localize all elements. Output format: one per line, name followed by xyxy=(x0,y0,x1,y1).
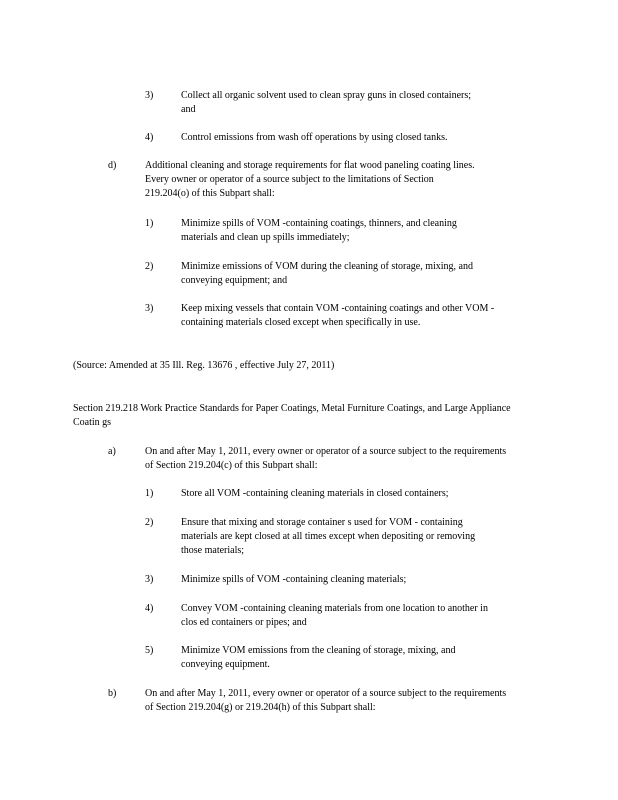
paragraph-text: Control emissions from wash off operations by using closed tanks. xyxy=(181,132,448,143)
subsection-letter: a) xyxy=(108,446,116,457)
item-number: 2) xyxy=(145,261,154,272)
item-number: 4) xyxy=(145,132,154,143)
source-note: (Source: Amended at 35 Ill. Reg. 13676 , effective July 27, 2011) xyxy=(73,360,335,371)
subsection-text: Additional cleaning and storage requirements for flat wood paneling coating lines. Every owner or operator of a source subject to the limitations of Section 219.204(o) of this Subpart shall: xyxy=(145,160,475,199)
paragraph-text: Collect all organic solvent used to clean spray guns in closed containers; and xyxy=(181,90,472,115)
paragraph-text: Keep mixing vessels that contain VOM -containing coatings and other VOM -containing materials closed except when specifically in use. xyxy=(181,303,495,328)
item-number: 2) xyxy=(145,517,154,528)
subsection-letter: d) xyxy=(108,160,117,171)
item-number: 3) xyxy=(145,90,154,101)
paragraph-text: Minimize emissions of VOM during the cleaning of storage, mixing, and conveying equipment; and xyxy=(181,261,473,286)
item-number: 1) xyxy=(145,218,154,229)
paragraph-text: Minimize VOM emissions from the cleaning of storage, mixing, and conveying equipment. xyxy=(181,645,456,670)
subsection-letter: b) xyxy=(108,688,117,699)
paragraph-text: Store all VOM -containing cleaning materials in closed containers; xyxy=(181,488,449,499)
item-number: 3) xyxy=(145,574,154,585)
item-number: 3) xyxy=(145,303,154,314)
item-number: 5) xyxy=(145,645,154,656)
subsection-text: On and after May 1, 2011, every owner or operator of a source subject to the requirements of Section 219.204(g) or 219.204(h) of this Subpart shall: xyxy=(145,688,507,713)
subsection-text: On and after May 1, 2011, every owner or operator of a source subject to the requirements of Section 219.204(c) of this Subpart shall: xyxy=(145,446,507,471)
paragraph-text: Ensure that mixing and storage container s used for VOM - containing materials are kept closed at all times except when depositing or removing those materials; xyxy=(181,517,476,556)
paragraph-text: Minimize spills of VOM -containing coatings, thinners, and cleaning materials and clean up spills immediately; xyxy=(181,218,457,243)
paragraph-text: Minimize spills of VOM -containing cleaning materials; xyxy=(181,574,407,585)
section-heading: Section 219.218 Work Practice Standards for Paper Coatings, Metal Furniture Coatings, and Large Appliance Coatin gs xyxy=(73,403,511,428)
item-number: 1) xyxy=(145,488,154,499)
item-number: 4) xyxy=(145,603,154,614)
paragraph-text: Convey VOM -containing cleaning materials from one location to another in clos ed containers or pipes; and xyxy=(181,603,488,628)
